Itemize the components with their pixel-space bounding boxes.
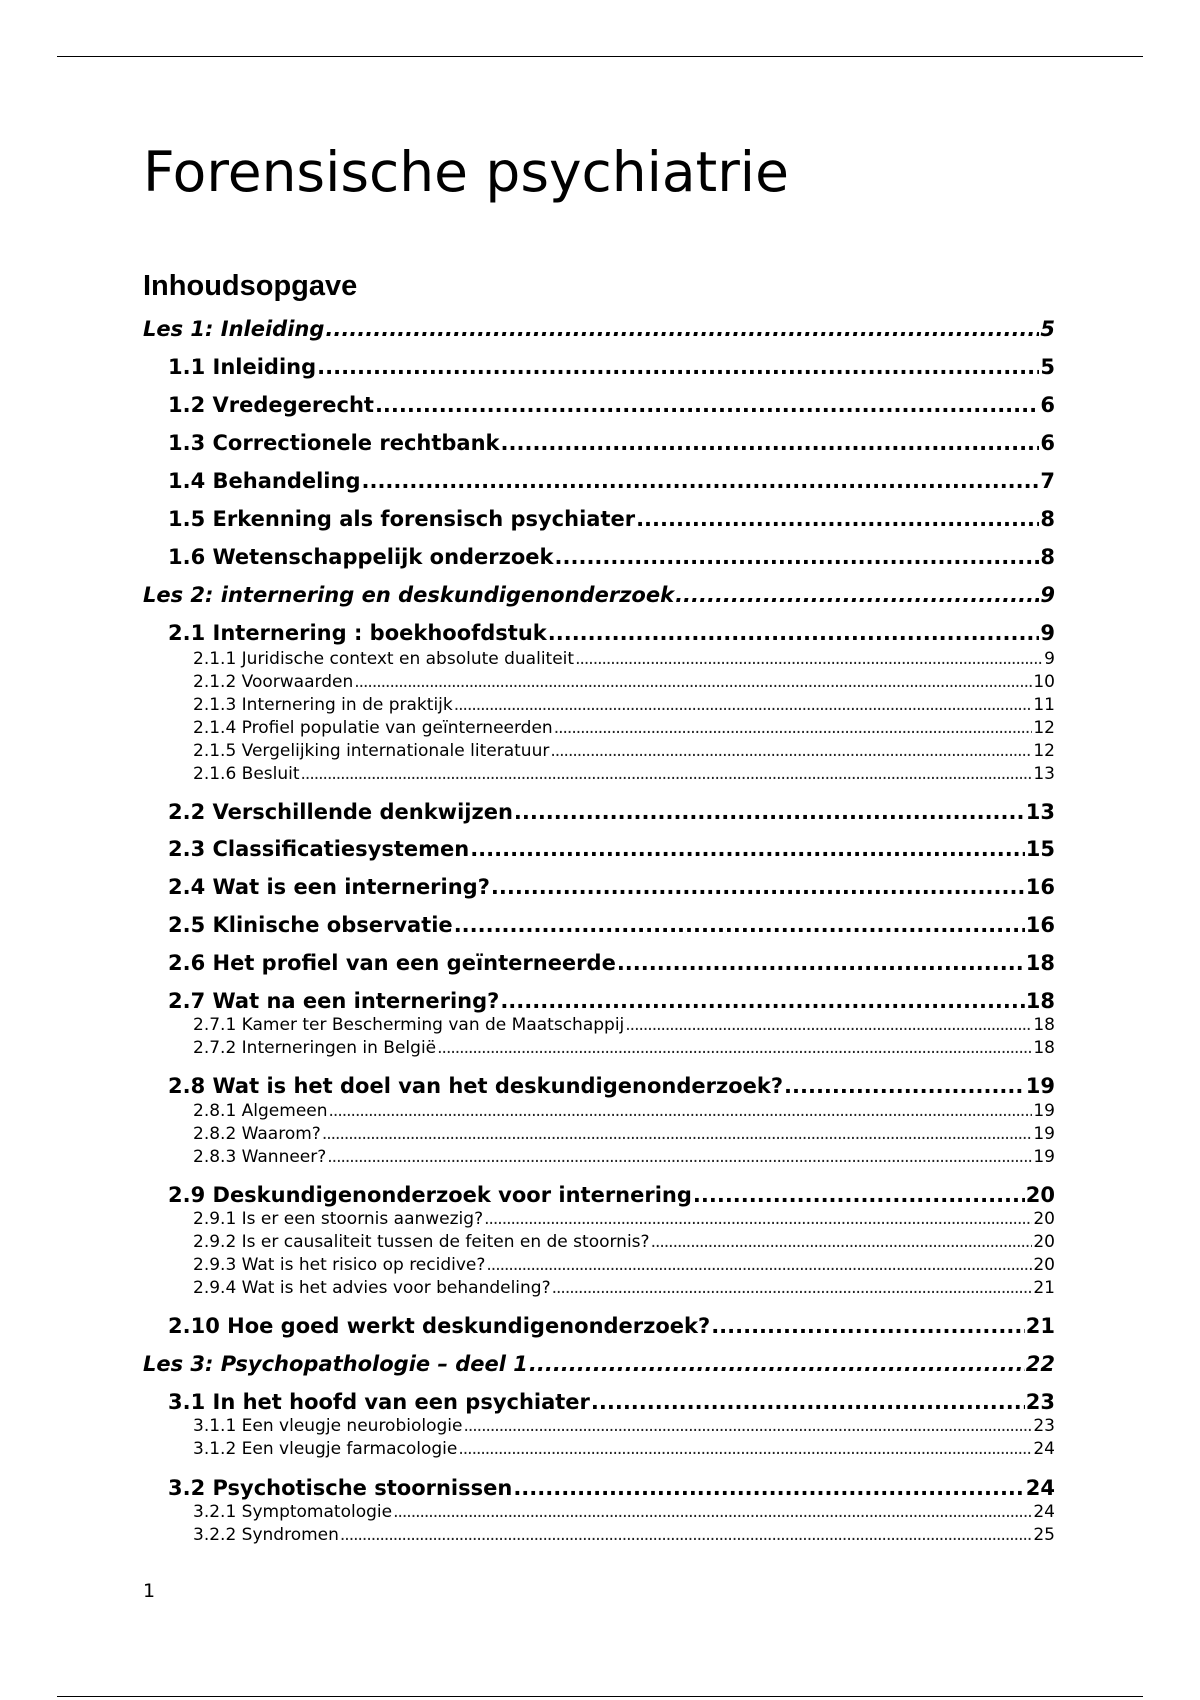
toc-entry-page: 15: [1025, 837, 1055, 861]
dot-leader: [458, 1438, 1032, 1460]
dot-leader: [636, 506, 1039, 532]
toc-entry-level-2[interactable]: [168, 799, 1055, 825]
toc-entry-label: 2.1 Internering : boekhoofdstuk: [168, 621, 547, 645]
header-rule: [57, 56, 1143, 57]
toc-entry-level-3[interactable]: [193, 1208, 1055, 1230]
dot-leader: [325, 316, 1039, 342]
toc-entry-level-2[interactable]: [168, 1182, 1055, 1208]
toc-entry-label: 2.1.3 Internering in de praktijk: [193, 695, 453, 715]
toc-entry-level-2[interactable]: [168, 544, 1055, 570]
toc-entry-page: 16: [1025, 913, 1055, 937]
dot-leader: [301, 763, 1033, 785]
toc-entry-label: 2.8.2 Waarom?: [193, 1124, 321, 1144]
toc-entry-level-1[interactable]: [143, 1351, 1055, 1377]
toc-entry-level-3[interactable]: [193, 1146, 1055, 1168]
toc-entry-label: 2.8.1 Algemeen: [193, 1101, 328, 1121]
toc-entry-page: 22: [1025, 1352, 1055, 1376]
toc-entry-level-2[interactable]: [168, 392, 1055, 418]
toc-entry-level-3[interactable]: [193, 1501, 1055, 1523]
dot-leader: [437, 1037, 1032, 1059]
dot-leader: [375, 392, 1039, 418]
toc-entry-label: Les 3: Psychopathologie – deel 1: [143, 1352, 528, 1376]
toc-entry-page: 20: [1033, 1232, 1055, 1252]
toc-entry-page: 19: [1025, 1074, 1055, 1098]
toc-entry-level-3[interactable]: [193, 740, 1055, 762]
toc-entry-page: 20: [1033, 1209, 1055, 1229]
dot-leader: [550, 740, 1032, 762]
toc-entry-level-1[interactable]: [143, 316, 1055, 342]
toc-entry-page: 13: [1025, 800, 1055, 824]
toc-entry-level-2[interactable]: [168, 468, 1055, 494]
toc-entry-label: 2.2 Verschillende denkwijzen: [168, 800, 513, 824]
toc-entry-level-2[interactable]: [168, 1073, 1055, 1099]
toc-entry-page: 12: [1033, 718, 1055, 738]
toc-entry-level-2[interactable]: [168, 620, 1055, 646]
toc-entry-page: 24: [1033, 1502, 1055, 1522]
toc-entry-level-2[interactable]: [168, 430, 1055, 456]
toc-entry-level-3[interactable]: [193, 1100, 1055, 1122]
toc-entry-page: 23: [1033, 1416, 1055, 1436]
dot-leader: [617, 950, 1025, 976]
toc-entry-level-3[interactable]: [193, 1037, 1055, 1059]
dot-leader: [491, 874, 1025, 900]
toc-entry-page: 18: [1025, 989, 1055, 1013]
toc-entry-page: 24: [1033, 1439, 1055, 1459]
toc-entry-page: 23: [1025, 1390, 1055, 1414]
document-title: Forensische psychiatrie: [143, 140, 789, 204]
toc-entry-label: 2.1.1 Juridische context en absolute dualiteit: [193, 649, 575, 669]
toc-entry-label: 1.3 Correctionele rechtbank: [168, 431, 500, 455]
toc-entry-page: 8: [1040, 545, 1055, 569]
dot-leader: [470, 836, 1025, 862]
toc-entry-label: 2.9.1 Is er een stoornis aanwezig?: [193, 1209, 484, 1229]
toc-entry-label: 1.6 Wetenschappelijk onderzoek: [168, 545, 554, 569]
dot-leader: [555, 544, 1040, 570]
dot-leader: [529, 1351, 1025, 1377]
toc-entry-label: 3.1.2 Een vleugje farmacologie: [193, 1439, 458, 1459]
dot-leader: [340, 1524, 1032, 1546]
toc-entry-label: 2.9.3 Wat is het risico op recidive?: [193, 1255, 486, 1275]
dot-leader: [486, 1254, 1032, 1276]
toc-entry-label: 1.4 Behandeling: [168, 469, 361, 493]
toc-entry-level-3[interactable]: [193, 648, 1055, 670]
dot-leader: [591, 1389, 1025, 1415]
toc-entry-label: 2.9.2 Is er causaliteit tussen de feiten en de stoornis?: [193, 1232, 650, 1252]
toc-entry-level-3[interactable]: [193, 717, 1055, 739]
toc-entry-label: 1.1 Inleiding: [168, 355, 317, 379]
toc-entry-page: 21: [1033, 1278, 1055, 1298]
toc-entry-page: 6: [1040, 431, 1055, 455]
toc-entry-label: 1.2 Vredegerecht: [168, 393, 374, 417]
toc-entry-page: 18: [1033, 1015, 1055, 1035]
dot-leader: [675, 582, 1039, 608]
toc-entry-label: 2.1.6 Besluit: [193, 764, 300, 784]
dot-leader: [784, 1073, 1025, 1099]
toc-entry-label: 2.1.5 Vergelijking internationale literatuur: [193, 741, 550, 761]
dot-leader: [329, 1100, 1033, 1122]
toc-entry-level-3[interactable]: [193, 1014, 1055, 1036]
dot-leader: [484, 1208, 1032, 1230]
toc-entry-page: 5: [1040, 355, 1055, 379]
toc-entry-level-3[interactable]: [193, 1231, 1055, 1253]
dot-leader: [501, 430, 1040, 456]
toc-entry-page: 9: [1040, 621, 1055, 645]
toc-entry-level-3[interactable]: [193, 763, 1055, 785]
toc-entry-label: 2.9 Deskundigenonderzoek voor internering: [168, 1183, 692, 1207]
footer-rule: [57, 1696, 1143, 1697]
toc-entry-label: 2.1.4 Profiel populatie van geïnterneerden: [193, 718, 553, 738]
dot-leader: [552, 1277, 1033, 1299]
toc-entry-level-3[interactable]: [193, 1123, 1055, 1145]
toc-entry-page: 16: [1025, 875, 1055, 899]
dot-leader: [362, 468, 1040, 494]
toc-entry-level-3[interactable]: [193, 1438, 1055, 1460]
toc-entry-label: 2.7.2 Interneringen in België: [193, 1038, 437, 1058]
toc-entry-label: 2.3 Classificatiesystemen: [168, 837, 470, 861]
toc-entry-label: 2.8.3 Wanneer?: [193, 1147, 327, 1167]
toc-entry-label: 2.6 Het profiel van een geïnterneerde: [168, 951, 616, 975]
toc-entry-page: 18: [1025, 951, 1055, 975]
dot-leader: [317, 354, 1039, 380]
toc-entry-page: 12: [1033, 741, 1055, 761]
toc-entry-label: 2.10 Hoe goed werkt deskundigenonderzoek?: [168, 1314, 711, 1338]
toc-entry-label: 3.2.2 Syndromen: [193, 1525, 339, 1545]
toc-entry-label: 2.5 Klinische observatie: [168, 913, 453, 937]
toc-entry-page: 19: [1033, 1101, 1055, 1121]
toc-entry-page: 11: [1033, 695, 1055, 715]
toc-entry-label: 2.7 Wat na een internering?: [168, 989, 500, 1013]
dot-leader: [463, 1415, 1032, 1437]
toc-entry-level-2[interactable]: [168, 506, 1055, 532]
toc-entry-label: Les 2: internering en deskundigenonderzoek: [143, 583, 675, 607]
toc-entry-level-3[interactable]: [193, 671, 1055, 693]
dot-leader: [500, 988, 1024, 1014]
toc-heading: Inhoudsopgave: [143, 270, 358, 302]
toc-entry-page: 5: [1040, 317, 1055, 341]
toc-entry-level-2[interactable]: [168, 1313, 1055, 1339]
toc-entry-label: 3.1.1 Een vleugje neurobiologie: [193, 1416, 463, 1436]
dot-leader: [354, 671, 1032, 693]
dot-leader: [693, 1182, 1025, 1208]
dot-leader: [711, 1313, 1025, 1339]
toc-entry-level-2[interactable]: [168, 950, 1055, 976]
dot-leader: [651, 1231, 1033, 1253]
toc-entry-page: 9: [1044, 649, 1055, 669]
dot-leader: [322, 1123, 1033, 1145]
toc-entry-page: 24: [1025, 1476, 1055, 1500]
toc-entry-level-1[interactable]: [143, 582, 1055, 608]
toc-entry-label: 3.1 In het hoofd van een psychiater: [168, 1390, 590, 1414]
toc-entry-level-3[interactable]: [193, 1524, 1055, 1546]
toc-entry-level-2[interactable]: [168, 1389, 1055, 1415]
toc-entry-level-2[interactable]: [168, 912, 1055, 938]
page-number: 1: [143, 1580, 156, 1602]
toc-entry-level-3[interactable]: [193, 1277, 1055, 1299]
dot-leader: [548, 620, 1040, 646]
dot-leader: [575, 648, 1043, 670]
dot-leader: [513, 1475, 1024, 1501]
toc-entry-label: 2.1.2 Voorwaarden: [193, 672, 354, 692]
toc-entry-page: 19: [1033, 1124, 1055, 1144]
toc-entry-level-2[interactable]: [168, 874, 1055, 900]
toc-entry-label: 3.2 Psychotische stoornissen: [168, 1476, 513, 1500]
toc-entry-label: 2.7.1 Kamer ter Bescherming van de Maatschappij: [193, 1015, 625, 1035]
toc-entry-level-3[interactable]: [193, 1254, 1055, 1276]
toc-entry-page: 18: [1033, 1038, 1055, 1058]
toc-entry-label: 2.8 Wat is het doel van het deskundigenonderzoek?: [168, 1074, 784, 1098]
toc-entry-level-2[interactable]: [168, 1475, 1055, 1501]
toc-entry-page: 6: [1040, 393, 1055, 417]
dot-leader: [393, 1501, 1032, 1523]
toc-entry-level-3[interactable]: [193, 1415, 1055, 1437]
toc-entry-level-3[interactable]: [193, 694, 1055, 716]
toc-entry-label: 1.5 Erkenning als forensisch psychiater: [168, 507, 636, 531]
toc-entry-page: 19: [1033, 1147, 1055, 1167]
toc-entry-page: 20: [1033, 1255, 1055, 1275]
dot-leader: [554, 717, 1033, 739]
toc-entry-page: 13: [1033, 764, 1055, 784]
dot-leader: [625, 1014, 1032, 1036]
toc-entry-page: 20: [1025, 1183, 1055, 1207]
toc-entry-label: 2.9.4 Wat is het advies voor behandeling?: [193, 1278, 551, 1298]
toc-entry-page: 7: [1040, 469, 1055, 493]
toc-entry-page: 9: [1040, 583, 1055, 607]
toc-entry-page: 21: [1025, 1314, 1055, 1338]
toc-entry-page: 25: [1033, 1525, 1055, 1545]
dot-leader: [454, 912, 1025, 938]
toc-entry-label: 3.2.1 Symptomatologie: [193, 1502, 393, 1522]
toc-entry-label: 2.4 Wat is een internering?: [168, 875, 490, 899]
toc-entry-level-2[interactable]: [168, 836, 1055, 862]
toc-entry-page: 8: [1040, 507, 1055, 531]
dot-leader: [327, 1146, 1032, 1168]
toc-entry-level-2[interactable]: [168, 354, 1055, 380]
dot-leader: [454, 694, 1033, 716]
toc-entry-label: Les 1: Inleiding: [143, 317, 325, 341]
toc-entry-page: 10: [1033, 672, 1055, 692]
dot-leader: [514, 799, 1025, 825]
toc-entry-level-2[interactable]: [168, 988, 1055, 1014]
